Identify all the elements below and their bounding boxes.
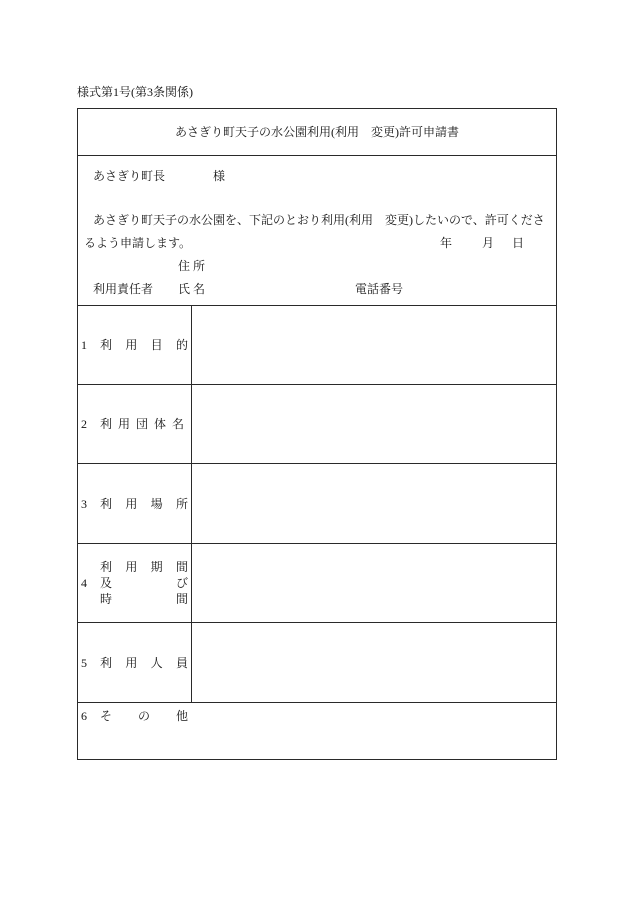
item-label-cell <box>78 544 192 622</box>
item-number: 2 <box>81 417 87 431</box>
addressee-name: あさぎり町長 <box>93 169 166 183</box>
item-label-line: 利用期間 <box>100 560 188 574</box>
item-value-cell <box>192 623 556 702</box>
item-row-group-name <box>78 384 556 463</box>
item-number: 6 <box>81 709 87 723</box>
item-label: 利用人員 <box>100 655 188 670</box>
item-number: 1 <box>81 338 87 352</box>
item-value-cell <box>192 306 556 384</box>
item-label-cell <box>78 306 192 384</box>
phone-number-label: 電話番号 <box>355 282 404 296</box>
item-value-cell <box>192 385 556 463</box>
item-label-cell <box>78 623 192 702</box>
item-label-line: 時間 <box>100 592 188 606</box>
date-month-label: 月 <box>482 236 495 250</box>
applicant-address-label: 住 所 <box>178 259 206 273</box>
item-row-other <box>78 702 556 759</box>
form-title: あさぎり町天子の水公園利用(利用 変更)許可申請書 <box>175 125 459 139</box>
request-text-line-1: あさぎり町天子の水公園を、下記のとおり利用(利用 変更)したいので、許可くださ <box>93 213 545 227</box>
responsible-person-label: 利用責任者 <box>93 282 154 296</box>
item-label: 利用団体名 <box>100 417 184 431</box>
date-year-label: 年 <box>440 236 453 250</box>
item-label-cell <box>78 464 192 543</box>
item-value-cell <box>192 544 556 622</box>
item-number: 4 <box>81 576 87 590</box>
item-number: 3 <box>81 496 87 511</box>
applicant-name-label: 氏 名 <box>178 282 206 296</box>
addressee-honorific: 様 <box>213 169 226 183</box>
item-label-cell <box>78 703 556 759</box>
item-label-stack <box>100 559 188 607</box>
request-text-line-2: るよう申請します。 <box>84 236 192 250</box>
item-row-purpose <box>78 305 556 384</box>
item-row-period-and-time <box>78 543 556 622</box>
item-label-cell <box>78 385 192 463</box>
form-number: 様式第1号(第3条関係) <box>77 85 193 99</box>
item-number: 5 <box>81 655 87 670</box>
date-day-label: 日 <box>512 236 525 250</box>
application-statement-section <box>78 155 556 305</box>
item-row-number-of-people <box>78 622 556 702</box>
item-label: 利用場所 <box>100 496 188 511</box>
item-row-location <box>78 463 556 543</box>
title-row <box>78 109 556 155</box>
item-label: その他 <box>100 709 188 723</box>
item-value-cell <box>192 464 556 543</box>
item-label: 利用目的 <box>100 338 188 352</box>
item-label-line: 及び <box>100 576 188 590</box>
